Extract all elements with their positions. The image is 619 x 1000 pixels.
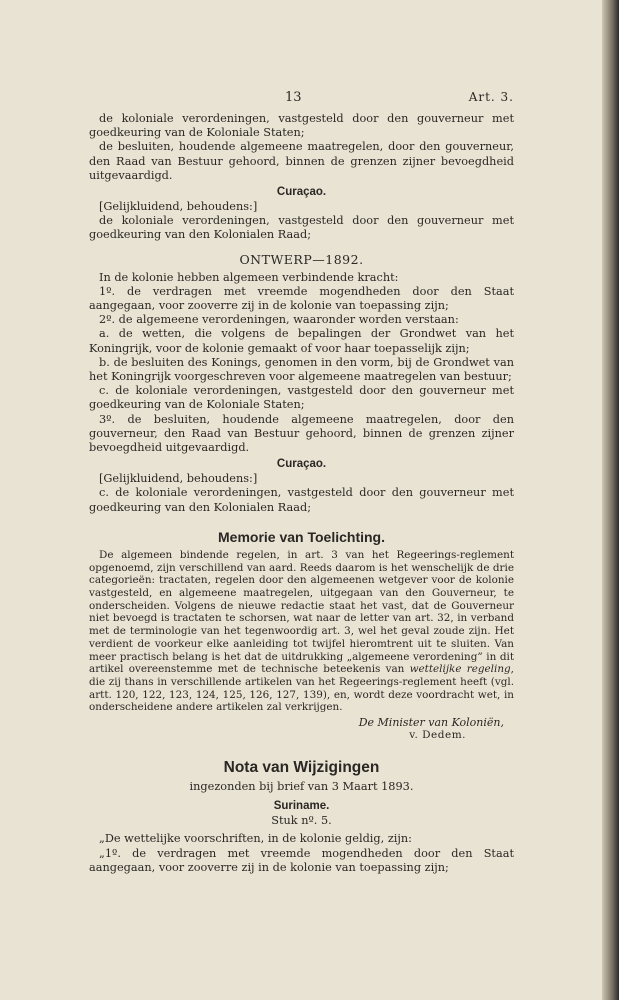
ontwerp-item-a: a. de wetten, die volgens de bepalingen der Grondwet van het Koningrijk, voor de kolonie gemaakt of voor haar toepasselijk zijn; (89, 327, 514, 355)
memorie-body-text: De algemeen bindende regelen, in art. 3 van het Regeerings-reglement opgenoemd, zijn verschillend van aard. Reeds daarom is het wenschelijk de drie categorieën: tractaten, regelen door den algemeenen wetgever voor de kolonie vastgesteld, en algemeene maatregelen, uitgegaan van den Gouverneur, te onderscheiden. Volgens de nieuwe redactie staat het vast, dat de Gouverneur niet bevoegd is tractaten te schorsen, wat naar de letter van art. 32, in verband met de terminologie van het tegenwoordig art. 3, wel het geval zoude zijn. Het verdient de voorkeur elke aanleiding tot twijfel hieromtrent uit te sluiten. Van meer practisch belang is het dat de uitdrukking „algemeene verordening” in dit artikel overeenstemme met de technische beteekenis van (89, 548, 514, 676)
page-content (89, 90, 514, 875)
ontwerp-item-c: c. de koloniale verordeningen, vastgesteld door den gouverneur met goedkeuring van de Koloniale Staten; (89, 384, 514, 412)
bracket-note-1: [Gelijkluidend, behoudens:] (99, 200, 258, 214)
ontwerp-item-b: b. de besluiten des Konings, genomen in den vorm, bij de Grondwet van het Koningrijk voorgeschreven voor algemeene maatregelen van bestuur; (89, 355, 514, 384)
page-number: 13 (285, 90, 302, 105)
ontwerp-item-1: 1º. de verdragen met vreemde mogendheden door den Staat aangegaan, voor zooverre zij in de kolonie van toepassing zijn; (89, 284, 514, 313)
book-page-edge (602, 0, 619, 1000)
bracket-note-2: [Gelijkluidend, behoudens:] (99, 472, 258, 486)
top-paragraph-1: de koloniale verordeningen, vastgesteld door den gouverneur met goedkeuring van de Koloniale Staten; (89, 112, 514, 140)
memorie-body-tail: , die zij thans in verschillende artikelen van het Regeerings-reglement heeft (vgl. artt. 120, 122, 123, 124, 125, 126, 127, 139), en, wordt deze voordracht wet, in onderscheidene andere artikelen zal verkrijgen. (89, 663, 514, 714)
stuk-number: Stuk nº. 5. (271, 814, 332, 828)
ontwerp-item-2: 2º. de algemeene verordeningen, waaronder worden verstaan: (99, 313, 459, 327)
memorie-body (89, 549, 514, 714)
minister-title: De Minister van Koloniën, (358, 716, 504, 730)
curacao-heading-2: Curaçao. (276, 458, 327, 471)
top-paragraph-2: de besluiten, houdende algemeene maatregelen, door den gouverneur, den Raad van Bestuur gehoord, binnen de grenzen zijner bevoegdheid uitgevaardigd. (89, 140, 514, 182)
nota-subtitle: ingezonden bij brief van 3 Maart 1893. (189, 780, 414, 794)
nota-heading: Nota van Wijzigingen (223, 759, 380, 777)
ontwerp-heading: ONTWERP—1892. (239, 251, 364, 267)
ontwerp-item-3: 3º. de besluiten, houdende algemeene maatregelen, door den gouverneur, den Raad van Bestuur gehoord, binnen de grenzen zijner bevoegdheid uitgevaardigd. (89, 412, 514, 455)
memorie-heading: Memorie van Toelichting. (218, 528, 385, 545)
minister-name: v. Dedem. (409, 729, 466, 742)
curacao-heading-1: Curaçao. (276, 186, 327, 199)
nota-quote-1: „De wettelijke voorschriften, in de kolonie geldig, zijn: (99, 832, 412, 846)
suriname-heading: Suriname. (273, 800, 330, 813)
ontwerp-item-c2: c. de koloniale verordeningen, vastgesteld door den gouverneur met goedkeuring van den Kolonialen Raad; (89, 486, 514, 514)
nota-quote-2: „1º. de verdragen met vreemde mogendheden door den Staat aangegaan, voor zooverre zij in de kolonie van toepassing zijn; (89, 846, 514, 874)
article-reference: Art. 3. (468, 90, 514, 104)
running-header (89, 90, 514, 112)
memorie-body-italic: wettelijke regeling (409, 663, 511, 676)
ontwerp-intro: In de kolonie hebben algemeen verbindende kracht: (99, 270, 399, 284)
top-paragraph-3: de koloniale verordeningen, vastgesteld door den gouverneur met goedkeuring van den Kolonialen Raad; (89, 214, 514, 242)
